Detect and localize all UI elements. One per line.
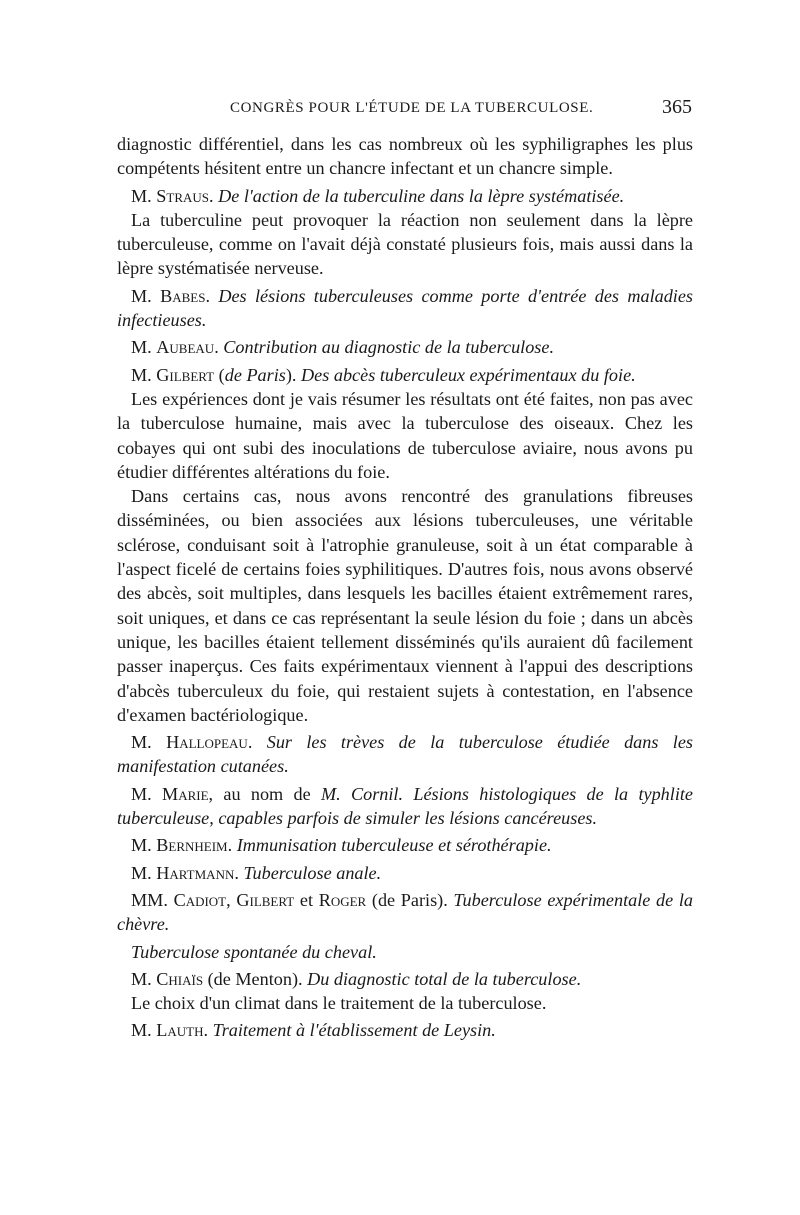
paper-title: Du diagnostic total de la tuberculose. [307, 968, 582, 989]
paragraph-straus-summary [117, 208, 693, 281]
separator: . [227, 835, 237, 856]
paper-title: Sur les trèves de la tuberculose étudiée dans les manifestation cutanées. [117, 732, 694, 777]
paper-title: Immunisation tuberculeuse et sérothérapie. [236, 835, 552, 856]
separator: et [294, 889, 319, 910]
paragraph-gilbert-summary-1 [117, 387, 693, 484]
entry-hallopeau [117, 730, 693, 779]
separator: . [214, 337, 224, 358]
paper-title: Des abcès tuberculeux expérimentaux du foie. [301, 364, 636, 385]
honorific: M. [131, 337, 157, 358]
entry-bernheim [117, 833, 693, 857]
entry-chiais [117, 967, 693, 991]
honorific: M. [131, 862, 157, 883]
honorific: M. [131, 364, 157, 385]
honorific: M. [131, 968, 157, 989]
paper-title: Tuberculose anale. [243, 862, 382, 883]
entry-choix-climat [117, 991, 693, 1015]
author-name: Chiaïs [156, 968, 204, 989]
author-name: Cadiot [173, 889, 227, 910]
author-name: Straus [156, 185, 209, 206]
separator: , [226, 889, 237, 910]
author-name: Babes [160, 285, 206, 306]
paragraph-text: Les expériences dont je vais résumer les résultats ont été faites, non pas avec la tuberculose humaine, mais avec la tuberculose des oiseaux. Chez les cobayes qui ont subi des inoculations de tuberculose aviaire, nous avons pu étudier différentes altérations du foie. [117, 388, 693, 482]
separator: . [203, 1020, 213, 1041]
paper-title: Des lésions tuberculeuses comme porte d'entrée des maladies infectieuses. [117, 285, 694, 331]
entry-babes [117, 284, 693, 333]
paragraph-gilbert-summary-2 [117, 484, 693, 727]
honorific: M. [131, 783, 163, 804]
paper-title: Traitement à l'établissement de Leysin. [212, 1020, 496, 1041]
paper-title: Tuberculose expérimentale de la chèvre. [117, 889, 693, 935]
separator: . [209, 185, 219, 206]
paragraph-text: La tuberculine peut provoquer la réaction non seulement dans la lèpre tuberculeuse, comme on l'avait déjà constaté plusieurs fois, mais aussi dans la lèpre systématisée nerveuse. [117, 209, 693, 279]
separator: , au nom de [208, 783, 321, 804]
page-body [117, 132, 693, 1043]
honorific: M. [131, 285, 161, 306]
paper-title: De l'action de la tuberculine dans la lèpre systématisée. [218, 185, 625, 206]
paper-title: Tuberculose spontanée du cheval. [131, 941, 377, 962]
page-header [118, 96, 692, 120]
paragraph-diagnostic-continuation [117, 132, 693, 181]
author-name: Aubeau [156, 337, 215, 358]
entry-lauth [117, 1018, 693, 1042]
separator: ( [214, 364, 225, 385]
entry-aubeau [117, 335, 693, 359]
author-name: Lauth [156, 1020, 204, 1041]
paper-title: Contribution au diagnostic de la tuberculose. [223, 337, 555, 358]
running-title: CONGRÈS POUR L'ÉTUDE DE LA TUBERCULOSE. [230, 100, 594, 116]
paragraph-text: Le choix d'un climat dans le traitement de la tuberculose. [131, 993, 547, 1014]
paragraph-text: diagnostic différentiel, dans les cas nombreux où les syphiligraphes les plus compétents hésitent entre un chancre infectant et un chancre simple. [117, 134, 693, 179]
honorific: MM. [131, 889, 174, 910]
honorific: M. [131, 1020, 157, 1041]
author-name: Roger [318, 889, 367, 910]
entry-cadiot-gilbert-roger [117, 888, 693, 937]
author-name: Marie [162, 783, 209, 804]
honorific: M. [131, 185, 157, 206]
author-name: Hallopeau [166, 732, 248, 753]
author-name: Bernheim [156, 835, 228, 856]
author-name: Gilbert [156, 364, 215, 385]
author-city: (de Paris). [366, 889, 454, 910]
entry-hartmann [117, 861, 693, 885]
author-city: (de Menton). [203, 968, 308, 989]
paragraph-text: Dans certains cas, nous avons rencontré des granulations fibreuses disséminées, ou bien associées aux lésions tuberculeuses, une véritable sclérose, conduisant soit à l'atrophie granuleuse, soit à un état comparable à l'aspect ficelé de certains foies syphilitiques. D'autres fois, nous avons observé des abcès, soit multiples, dans lesquels les bacilles étaient extrêmement rares, soit uniques, et dans ce cas représentant la seule lésion du foie ; dans un abcès unique, les bacilles étaient tellement disséminés qu'ils auraient dû facilement passer inaperçus. Ces faits expérimentaux viennent à l'appui des descriptions d'abcès tuberculeux du foie, qui restaient sujets à contestation, en l'absence d'examen bactériologique. [117, 486, 693, 725]
honorific: M. [131, 835, 157, 856]
page-number: 365 [662, 96, 692, 118]
author-name: Gilbert [236, 889, 295, 910]
entry-straus [117, 184, 693, 208]
honorific: M. [131, 732, 167, 753]
separator: . [234, 862, 244, 883]
separator: . [205, 285, 219, 306]
separator: . [247, 732, 267, 753]
entry-marie [117, 782, 693, 831]
separator: ). [285, 364, 302, 385]
author-city: de Paris [224, 364, 286, 385]
author-name: Hartmann [156, 862, 235, 883]
paper-title: M. Cornil. Lésions histologiques de la typhlite tuberculeuse, capables parfois de simuler les lésions cancéreuses. [117, 783, 693, 829]
entry-tuberculose-cheval [117, 940, 693, 964]
entry-gilbert [117, 363, 693, 387]
